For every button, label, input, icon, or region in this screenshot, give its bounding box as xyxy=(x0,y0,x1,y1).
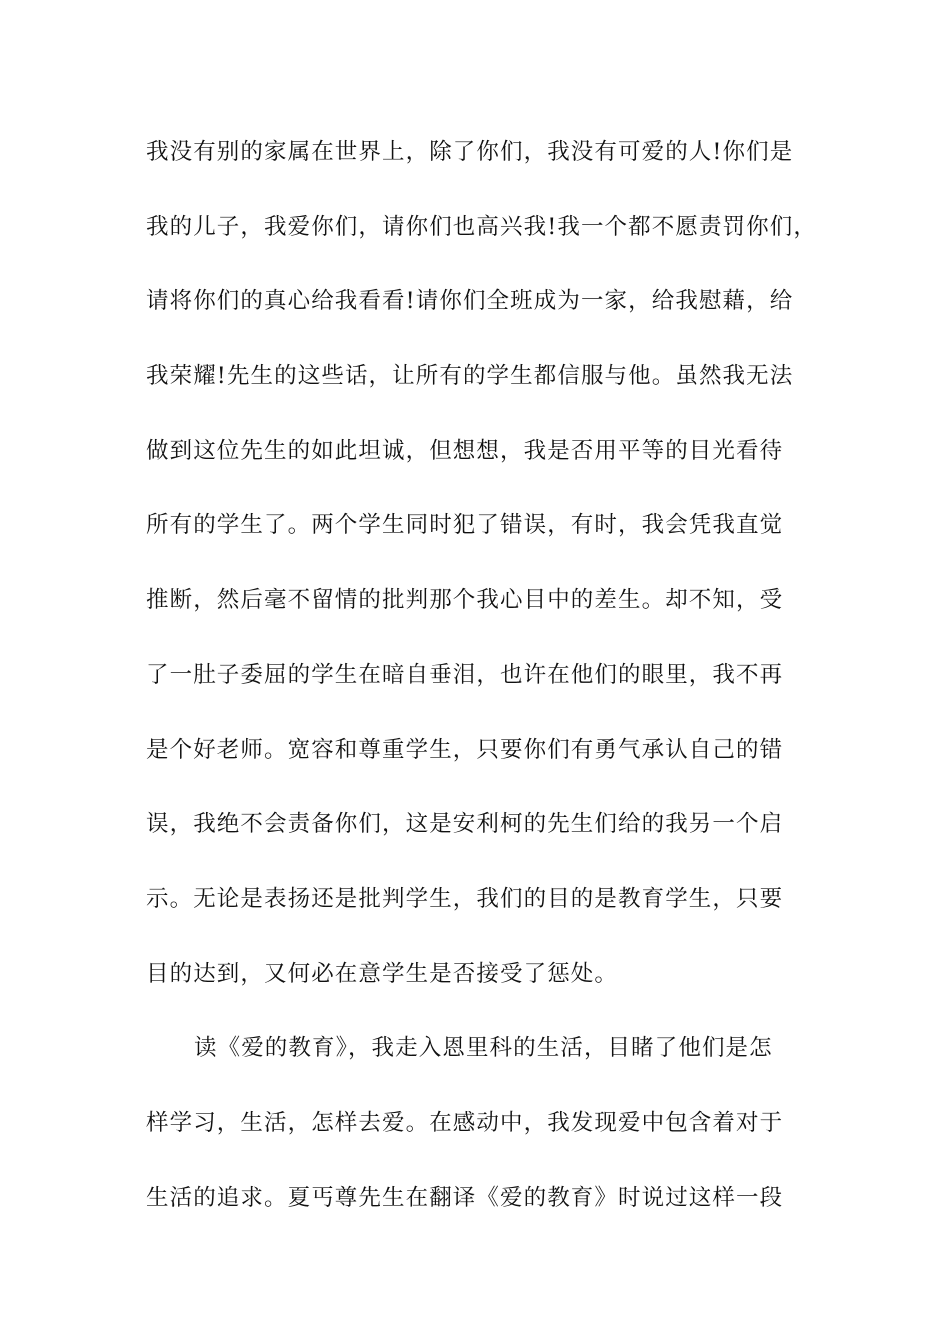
text-line: 所有的学生了。两个学生同时犯了错误，有时，我会凭我直觉 xyxy=(146,512,784,539)
text-line: 我的儿子，我爱你们，请你们也高兴我!我一个都不愿责罚你们， xyxy=(146,213,817,240)
text-line: 做到这位先生的如此坦诚，但想想，我是否用平等的目光看待 xyxy=(146,437,784,464)
body-text xyxy=(146,130,826,1250)
text-line: 样学习，生活，怎样去爱。在感动中，我发现爱中包含着对于 xyxy=(146,1109,784,1136)
text-line: 请将你们的真心给我看看!请你们全班成为一家，给我慰藉，给 xyxy=(146,288,794,315)
text-line: 是个好老师。宽容和尊重学生，只要你们有勇气承认自己的错 xyxy=(146,736,784,763)
text-line: 推断，然后毫不留情的批判那个我心目中的差生。却不知，受 xyxy=(146,587,784,614)
text-line: 了一肚子委屈的学生在暗自垂泪，也许在他们的眼里，我不再 xyxy=(146,661,784,688)
text-line: 示。无论是表扬还是批判学生，我们的目的是教育学生，只要 xyxy=(146,885,784,912)
text-line: 误，我绝不会责备你们，这是安利柯的先生们给的我另一个启 xyxy=(146,811,784,838)
text-line: 目的达到，又何必在意学生是否接受了惩处。 xyxy=(146,960,619,987)
text-line: 我没有别的家属在世界上，除了你们，我没有可爱的人!你们是 xyxy=(146,139,794,165)
paragraph-start-line: 读《爱的教育》，我走入恩里科的生活，目睹了他们是怎 xyxy=(194,1035,773,1062)
text-line: 生活的追求。夏丐尊先生在翻译《爱的教育》时说过这样一段 xyxy=(146,1184,784,1211)
text-line: 我荣耀!先生的这些话，让所有的学生都信服与他。虽然我无法 xyxy=(146,363,794,390)
